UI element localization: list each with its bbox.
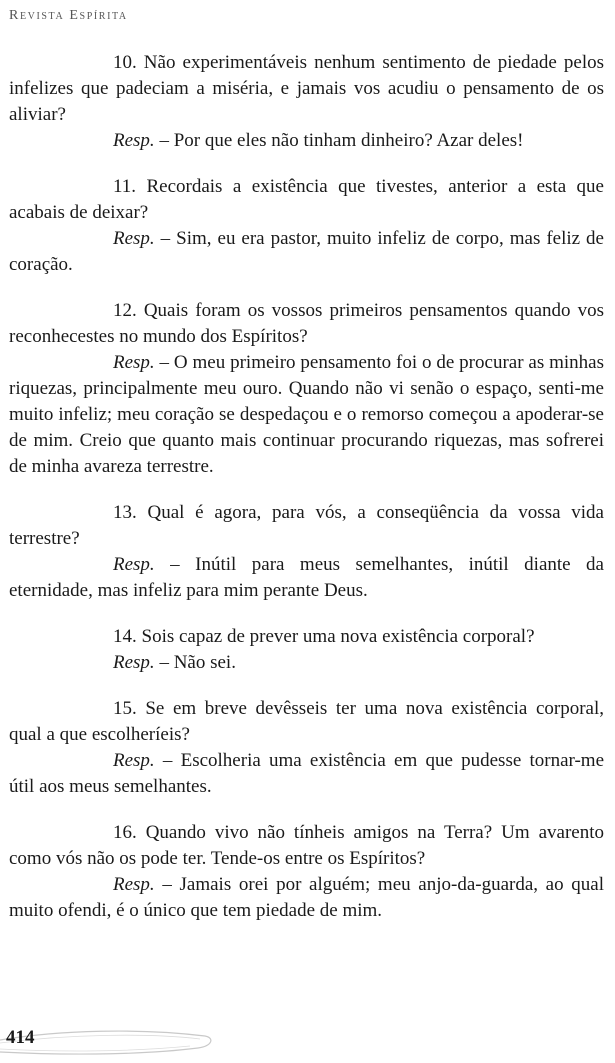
- answer-text: [9, 226, 604, 278]
- question-text: 10. Não experimentáveis nenhum sentimento de piedade pelos infelizes que padeciam a miséria, e jamais vos acudiu o pensamento de os aliviar?: [9, 52, 604, 125]
- answer-text: [9, 650, 604, 676]
- answer-text: [9, 128, 604, 154]
- answer-body: – Jamais orei por alguém; meu anjo-da-guarda, ao qual muito ofendi, é o único que tem piedade de mim.: [9, 874, 604, 921]
- answer-text: [9, 350, 604, 480]
- resp-label: Resp.: [113, 652, 155, 673]
- answer-body: – O meu primeiro pensamento foi o de procurar as minhas riquezas, principalmente meu ouro. Quando não vi senão o espaço, senti-me muito infeliz; meu coração se despedaçou e o remorso começou a apoderar-se de mim. Creio que quanto mais continuar procurando riquezas, mas sofrerei de minha avareza terrestre.: [9, 352, 604, 477]
- answer-body: – Por que eles não tinham dinheiro? Azar deles!: [154, 130, 524, 151]
- decorative-swoosh-icon: [0, 1022, 260, 1063]
- answer-text: [9, 552, 604, 604]
- page-footer: [0, 1022, 615, 1063]
- resp-label: Resp.: [113, 352, 155, 373]
- running-head: Revista Espírita: [9, 8, 128, 23]
- qa-item-11: [9, 174, 604, 278]
- resp-label: Resp.: [113, 554, 155, 575]
- question-text: 14. Sois capaz de prever uma nova existência corporal?: [113, 626, 535, 647]
- resp-label: Resp.: [113, 130, 155, 151]
- question-text: 15. Se em breve devêsseis ter uma nova existência corporal, qual a que escolheríeis?: [9, 698, 604, 745]
- qa-item-15: [9, 696, 604, 800]
- answer-text: [9, 872, 604, 924]
- qa-item-12: [9, 298, 604, 480]
- question-text: 16. Quando vivo não tínheis amigos na Terra? Um avarento como vós não os pode ter. Tende-os entre os Espíritos?: [9, 822, 604, 869]
- resp-label: Resp.: [113, 750, 155, 771]
- question-text: 13. Qual é agora, para vós, a conseqüência da vossa vida terrestre?: [9, 502, 604, 549]
- question-text: 12. Quais foram os vossos primeiros pensamentos quando vos reconhecestes no mundo dos Espíritos?: [9, 300, 604, 347]
- answer-body: – Inútil para meus semelhantes, inútil diante da eternidade, mas infeliz para mim perante Deus.: [9, 554, 604, 601]
- resp-label: Resp.: [113, 228, 155, 249]
- qa-item-10: [9, 50, 604, 154]
- answer-text: [9, 748, 604, 800]
- qa-item-16: [9, 820, 604, 924]
- answer-body: – Sim, eu era pastor, muito infeliz de corpo, mas feliz de coração.: [9, 228, 604, 275]
- page-number: 414: [6, 1027, 35, 1048]
- qa-item-14: [9, 624, 604, 676]
- question-text: 11. Recordais a existência que tivestes, anterior a esta que acabais de deixar?: [9, 176, 604, 223]
- answer-body: – Escolheria uma existência em que pudesse tornar-me útil aos meus semelhantes.: [9, 750, 604, 797]
- answer-body: – Não sei.: [154, 652, 236, 673]
- resp-label: Resp.: [113, 874, 155, 895]
- qa-item-13: [9, 500, 604, 604]
- document-body: [9, 50, 604, 944]
